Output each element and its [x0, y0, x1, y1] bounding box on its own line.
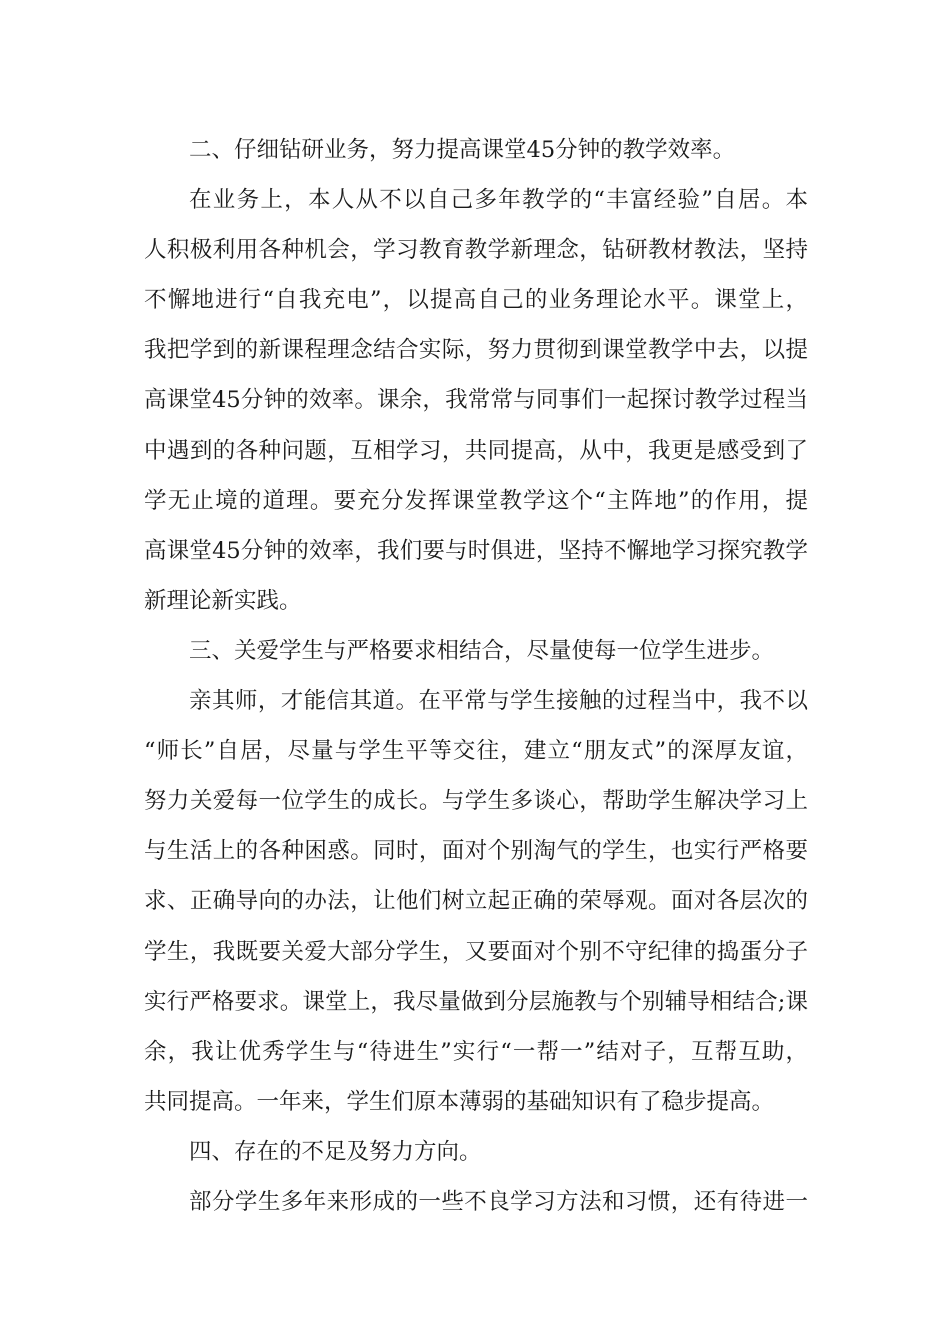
- paragraph-line: “师长”自居，尽量与学生平等交往，建立“朋友式”的深厚友谊，: [144, 738, 808, 765]
- heading-section-four: 四、存在的不足及努力方向。: [189, 1138, 482, 1165]
- paragraph-line: 高课堂45分钟的效率，我们要与时俱进，坚持不懈地学习探究教学: [144, 537, 808, 564]
- paragraph-line: 学无止境的道理。要充分发挥课堂教学这个“主阵地”的作用，提: [144, 487, 808, 514]
- paragraph-line: 高课堂45分钟的效率。课余，我常常与同事们一起探讨教学过程当: [144, 387, 808, 414]
- paragraph-line: 学生，我既要关爱大部分学生，又要面对个别不守纪律的捣蛋分子: [144, 938, 808, 965]
- paragraph-line: 在业务上，本人从不以自己多年教学的“丰富经验”自居。本: [189, 187, 808, 214]
- heading-section-three: 三、关爱学生与严格要求相结合，尽量使每一位学生进步。: [189, 637, 775, 664]
- paragraph-line: 不懈地进行“自我充电”，以提高自己的业务理论水平。课堂上，: [144, 287, 808, 314]
- paragraph-line: 部分学生多年来形成的一些不良学习方法和习惯，还有待进一: [189, 1188, 808, 1215]
- paragraph-line: 我把学到的新课程理念结合实际，努力贯彻到课堂教学中去，以提: [144, 337, 808, 364]
- paragraph-line: 人积极利用各种机会，学习教育教学新理念，钻研教材教法，坚持: [144, 237, 808, 264]
- paragraph-line: 共同提高。一年来，学生们原本薄弱的基础知识有了稳步提高。: [144, 1088, 775, 1115]
- paragraph-line: 新理论新实践。: [144, 587, 302, 614]
- heading-section-two: 二、仔细钻研业务，努力提高课堂45分钟的教学效率。: [189, 137, 736, 163]
- paragraph-line: 实行严格要求。课堂上，我尽量做到分层施教与个别辅导相结合;课: [144, 988, 808, 1015]
- paragraph-line: 与生活上的各种困惑。同时，面对个别淘气的学生，也实行严格要: [144, 838, 808, 865]
- paragraph-line: 中遇到的各种问题，互相学习，共同提高，从中，我更是感受到了: [144, 437, 808, 464]
- paragraph-line: 亲其师，才能信其道。在平常与学生接触的过程当中，我不以: [189, 688, 808, 715]
- paragraph-line: 求、正确导向的办法，让他们树立起正确的荣辱观。面对各层次的: [144, 888, 808, 915]
- paragraph-line: 余，我让优秀学生与“待进生”实行“一帮一”结对子，互帮互助，: [144, 1038, 808, 1065]
- paragraph-line: 努力关爱每一位学生的成长。与学生多谈心，帮助学生解决学习上: [144, 788, 808, 815]
- document-body: [144, 125, 808, 1227]
